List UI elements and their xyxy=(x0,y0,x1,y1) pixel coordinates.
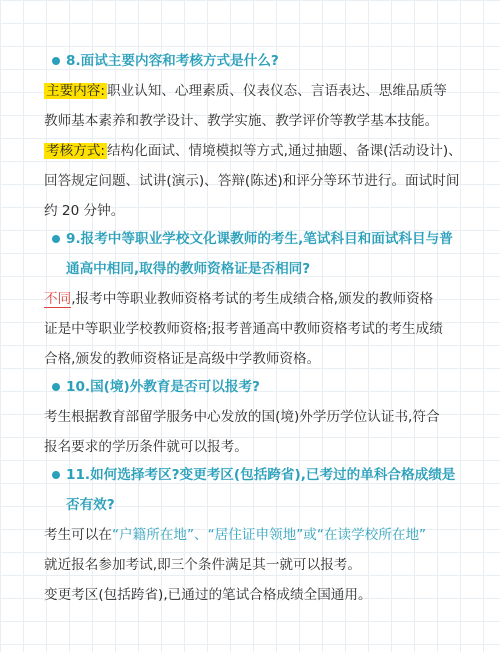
method-label: 考核方式: xyxy=(46,143,105,159)
q8-heading xyxy=(0,46,500,76)
q8-heading-text: 8.面试主要内容和考核方式是什么? xyxy=(66,53,279,69)
q9-heading-line2: 通高中相同,取得的教师资格证是否相同? xyxy=(66,261,311,277)
content-text: 职业认知、心理素质、仪表仪态、言语表达、思维品质等 xyxy=(106,83,447,99)
answer-highlight: 不同 xyxy=(44,291,72,307)
bullet-dot-icon xyxy=(52,57,60,65)
q8-method-line2: 回答规定问题、试讲(演示)、答辩(陈述)和评分等环节进行。面试时间 xyxy=(44,173,460,189)
content-label: 主要内容: xyxy=(46,83,105,99)
answer-prefix: 考生可以在 xyxy=(44,527,112,543)
q11-answer-line2: 就近报名参加考试,即三个条件满足其一就可以报考。 xyxy=(0,550,500,580)
q10-answer-line2: 报名要求的学历条件就可以报考。 xyxy=(44,439,248,455)
bullet-dot-icon xyxy=(52,235,60,243)
q8-content-line2: 教师基本素养和教学设计、教学实施、教学评价等教学基本技能。 xyxy=(44,113,439,129)
q10-answer-line1: 考生根据教育部留学服务中心发放的国(境)外学历学位认证书,符合 xyxy=(44,409,440,425)
bullet-dot-icon xyxy=(52,471,60,479)
q9-answer-line3: 合格,颁发的教师资格证是高级中学教师资格。 xyxy=(44,351,321,367)
method-text: 结构化面试、情境模拟等方式,通过抽题、备课(活动设计)、 xyxy=(106,143,462,159)
q9-heading: 9.报考中等职业学校文化课教师的考生,笔试科目和面试科目与普 xyxy=(0,224,500,254)
q11-answer-line3: 变更考区(包括跨省),已通过的笔试合格成绩全国通用。 xyxy=(44,587,372,603)
q8-method-line3: 约 20 分钟。 xyxy=(44,203,125,219)
answer-quotes: “户籍所在地”、“居住证申领地”或“在读学校所在地” xyxy=(111,527,427,543)
q9-answer-line2: 证是中等职业学校教师资格;报考普通高中教师资格考试的考生成绩 xyxy=(44,321,443,337)
q10-heading: 10.国(境)外教育是否可以报考? xyxy=(0,372,500,402)
bullet-dot-icon xyxy=(52,383,60,391)
q8-content-line1 xyxy=(0,76,500,106)
q11-heading-line2: 否有效? xyxy=(66,497,115,513)
q9-answer-line1: 不同,报考中等职业教师资格考试的考生成绩合格,颁发的教师资格 xyxy=(44,291,434,307)
q11-heading: 11.如何选择考区?变更考区(包括跨省),已考过的单科合格成绩是 xyxy=(0,460,500,490)
q8-method-line1 xyxy=(0,136,500,166)
q11-answer-line1 xyxy=(0,520,500,550)
